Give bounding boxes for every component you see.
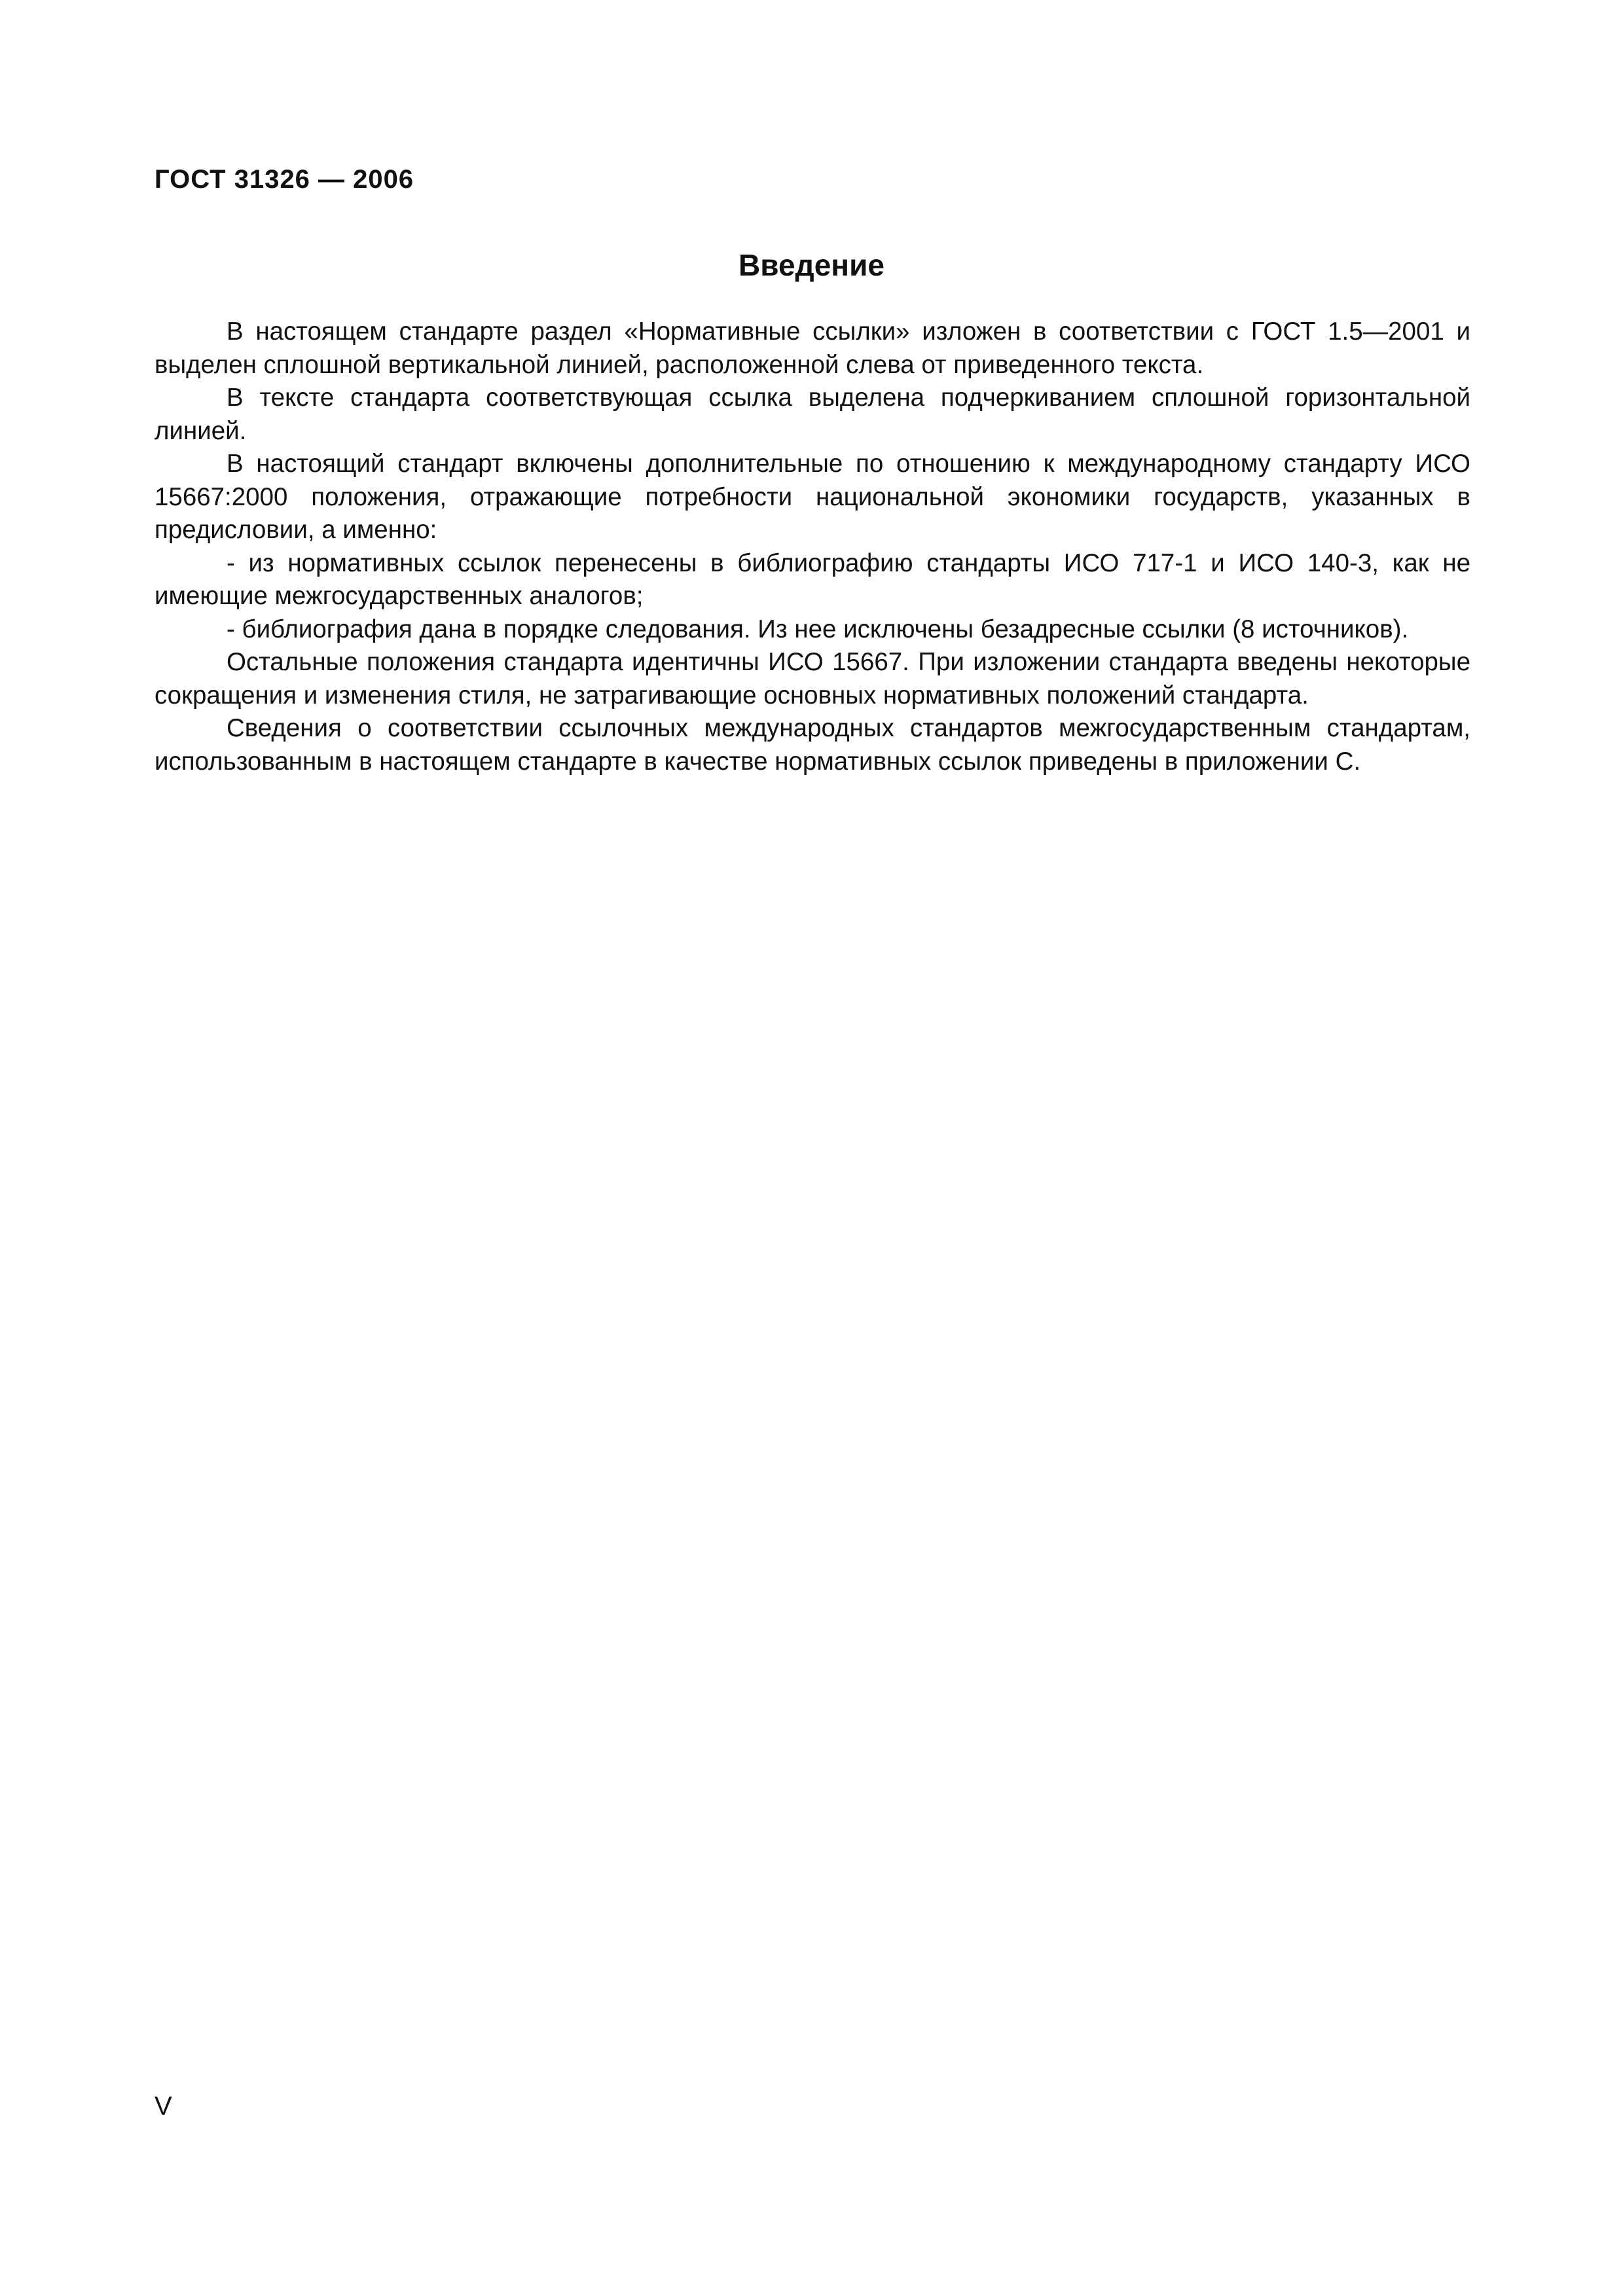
section-title: Введение xyxy=(739,248,884,282)
paragraph-additional-provisions: В настоящий стандарт включены дополнительные по отношению к международному стандарту ИСО 15667:2000 положения, отражающие потребности национальной экономики государств, указанных в предисловии, а именно: xyxy=(155,450,1470,544)
paragraph-annex-reference: Сведения о соответствии ссылочных международных стандартов межгосударственным стандартам, использованным в настоящем стандарте в качестве нормативных ссылок приведены в приложении С. xyxy=(155,714,1470,776)
introduction-body xyxy=(155,315,1470,778)
paragraph-list-item-bibliography-order: - библиография дана в порядке следования. Из нее исключены безадресные ссылки (8 источников). xyxy=(227,615,1409,643)
page-number: V xyxy=(155,2092,172,2121)
paragraph-list-item-bibliography-moved: - из нормативных ссылок перенесены в библиографию стандарты ИСО 717-1 и ИСО 140-3, как не имеющие межгосударственных аналогов; xyxy=(155,548,1470,610)
standard-code-header: ГОСТ 31326 — 2006 xyxy=(155,165,414,194)
paragraph-underline-note: В тексте стандарта соответствующая ссылка выделена подчеркиванием сплошной горизонтальной линией. xyxy=(155,384,1470,445)
paragraph-identical-provisions: Остальные положения стандарта идентичны ИСО 15667. При изложении стандарта введены некоторые сокращения и изменения стиля, не затрагивающие основных нормативных положений стандарта. xyxy=(155,648,1470,709)
paragraph-normative-refs: В настоящем стандарте раздел «Нормативные ссылки» изложен в соответствии с ГОСТ 1.5—2001 и выделен сплошной вертикальной линией, расположенной слева от приведенного текста. xyxy=(155,317,1470,379)
